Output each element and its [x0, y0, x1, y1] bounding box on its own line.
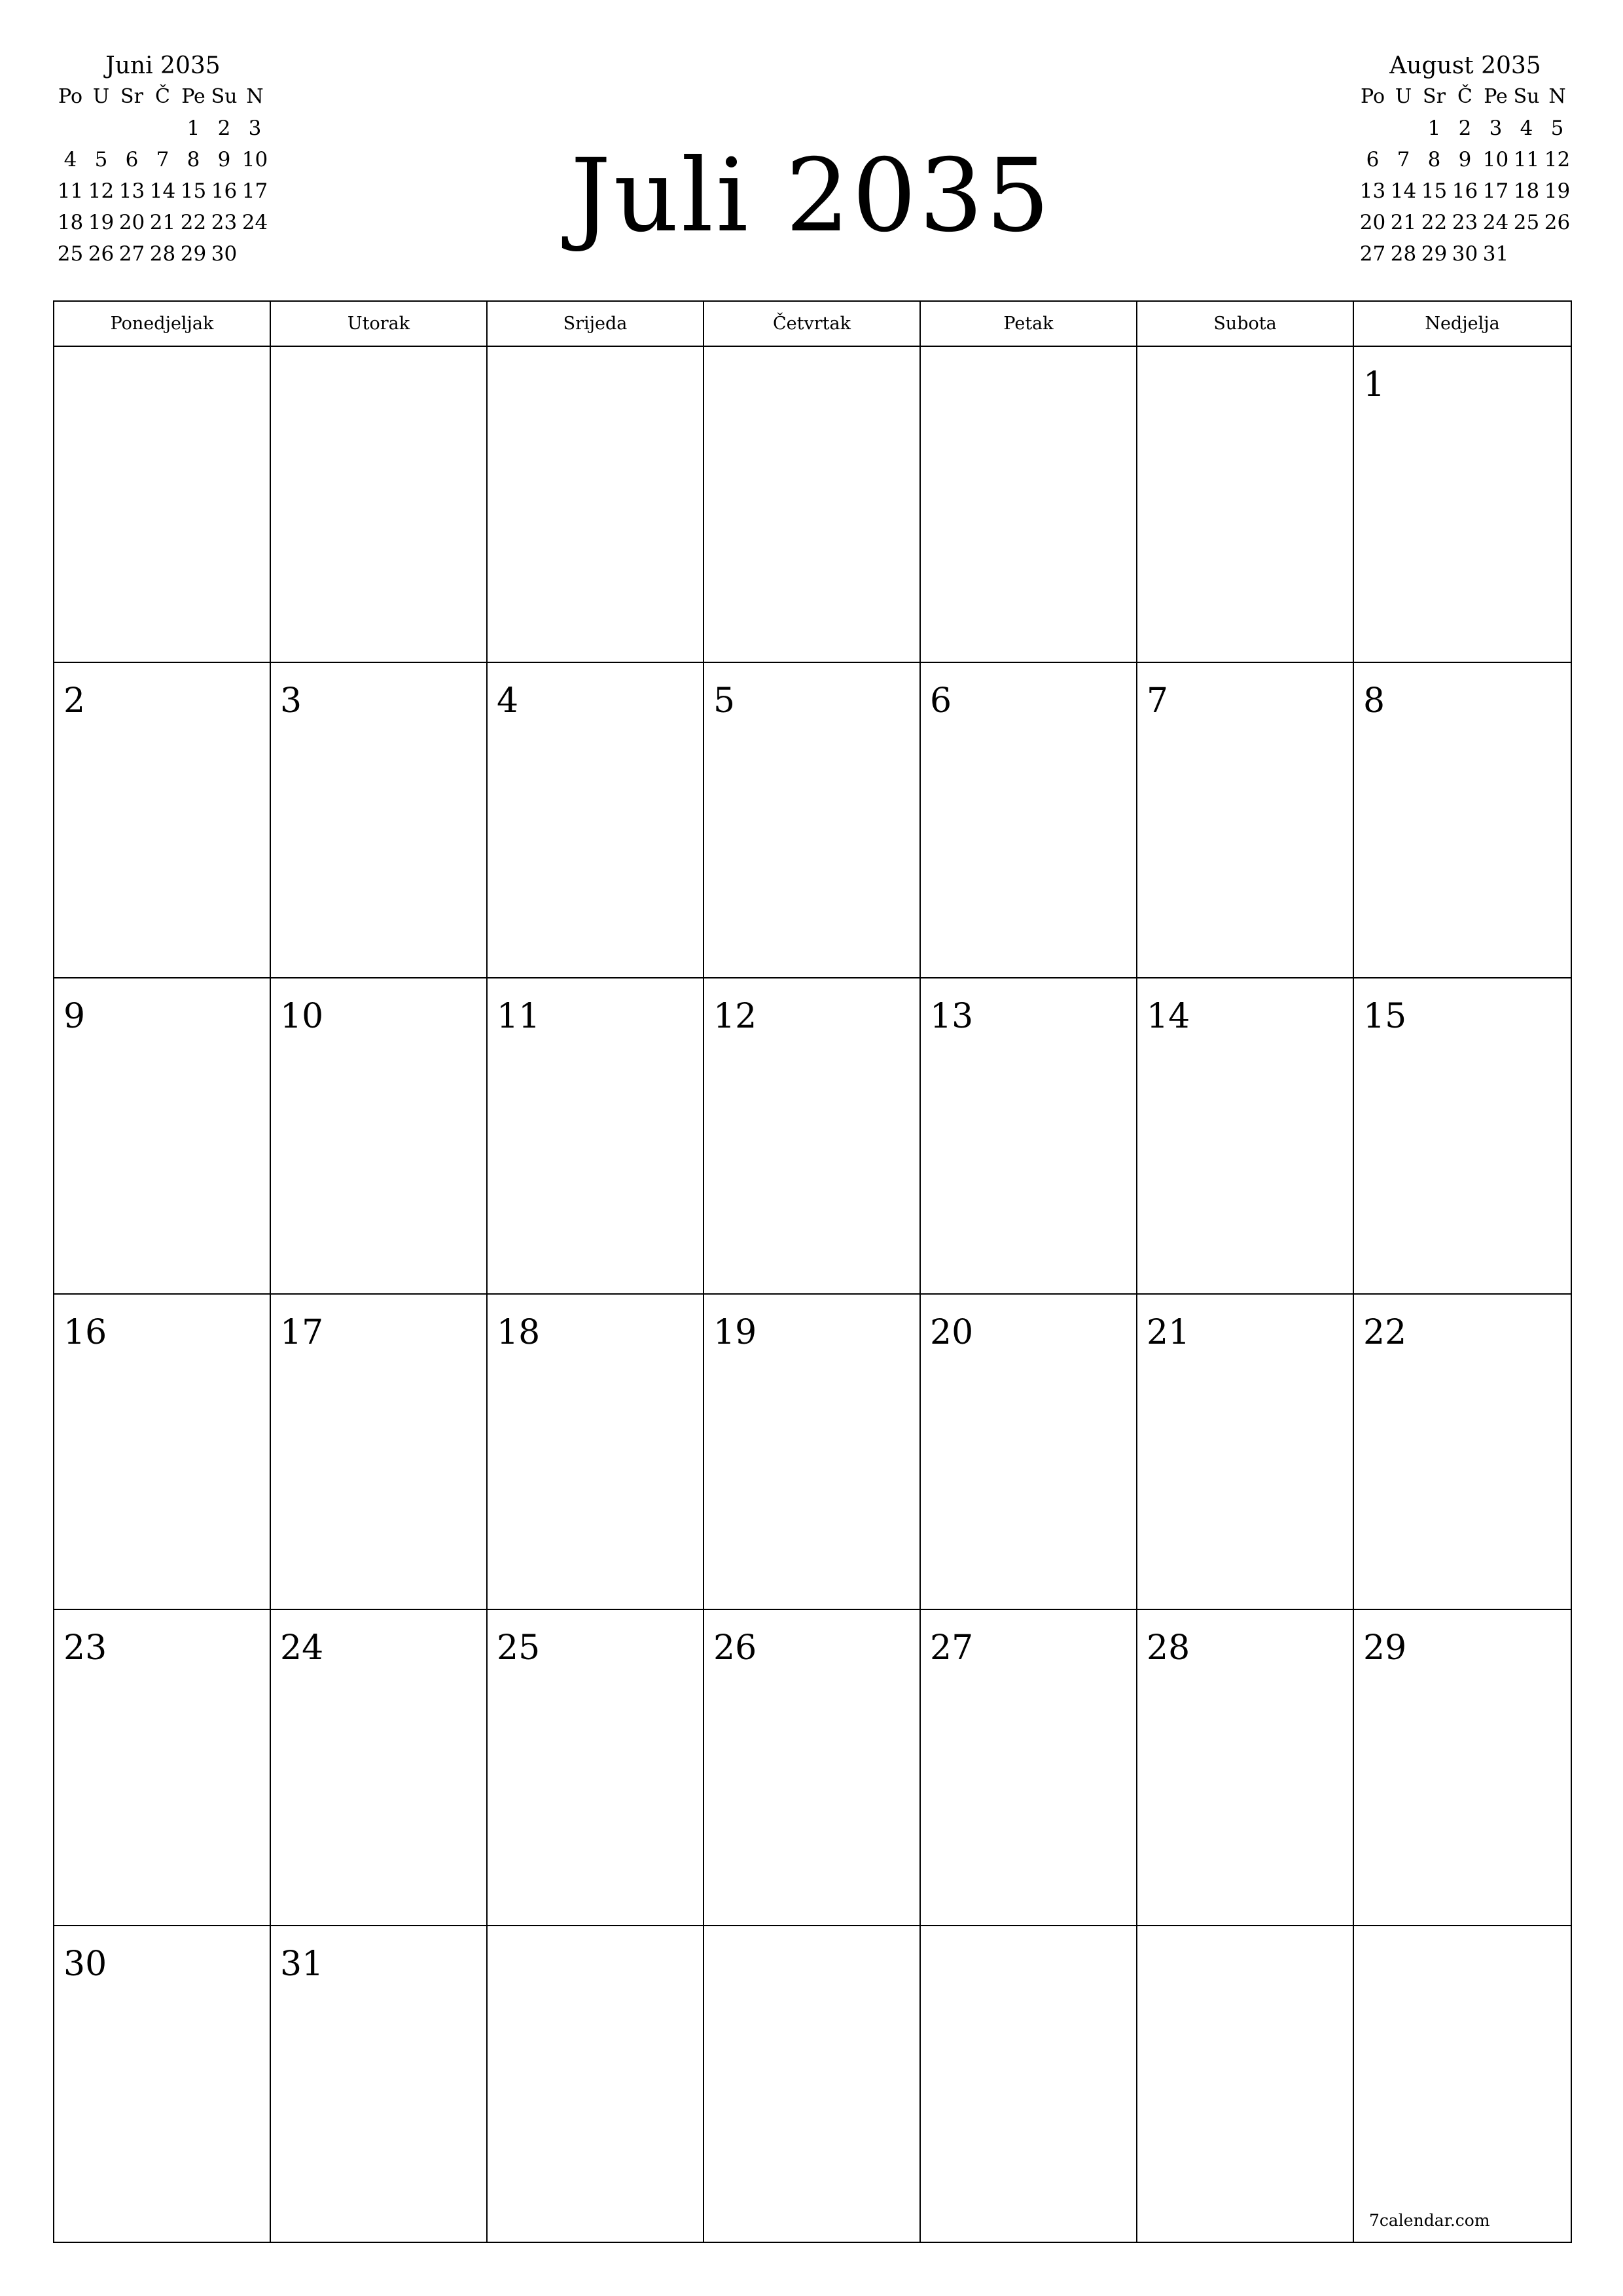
mini-day: 19: [1544, 179, 1571, 203]
day-cell[interactable]: [54, 1926, 271, 2242]
day-cell[interactable]: [488, 1295, 704, 1611]
mini-day: 4: [63, 147, 77, 171]
mini-weekday-header: Sr: [120, 85, 143, 108]
day-cell[interactable]: [921, 663, 1137, 979]
mini-weekday-header: N: [246, 85, 264, 108]
day-cell[interactable]: [271, 1926, 488, 2242]
day-number: 14: [1147, 997, 1190, 1036]
mini-day: [86, 113, 116, 144]
mini-day: 25: [1513, 210, 1540, 234]
mini-day: 12: [88, 179, 115, 203]
weekday-header: Nedjelja: [1354, 302, 1571, 347]
mini-calendar-title: August 2035: [1389, 52, 1541, 79]
day-cell[interactable]: [921, 347, 1137, 663]
mini-day: 15: [180, 179, 207, 203]
mini-weekday-header: Pe: [1484, 85, 1508, 108]
day-number: 21: [1147, 1312, 1190, 1352]
day-number: 8: [1363, 681, 1385, 721]
mini-weekday-header: Č: [1457, 85, 1472, 108]
mini-weekday-header: Po: [1360, 85, 1385, 108]
day-number: 5: [713, 681, 736, 721]
mini-calendar-grid: [55, 81, 271, 270]
mini-day: [147, 113, 178, 144]
day-cell[interactable]: [271, 347, 488, 663]
mini-day: [55, 113, 86, 144]
mini-day: 13: [1359, 179, 1386, 203]
mini-calendar-title: Juni 2035: [105, 52, 221, 79]
mini-day: 1: [187, 116, 200, 140]
day-number: 24: [280, 1628, 324, 1668]
mini-day: 9: [1458, 147, 1472, 171]
mini-weekday-header: Sr: [1423, 85, 1446, 108]
mini-day: 14: [149, 179, 176, 203]
mini-day: 16: [1452, 179, 1478, 203]
mini-day: [116, 113, 147, 144]
day-cell[interactable]: [271, 663, 488, 979]
mini-weekday-header: Č: [155, 85, 170, 108]
day-cell[interactable]: [1137, 1295, 1354, 1611]
day-number: 4: [497, 681, 519, 721]
mini-day: 12: [1544, 147, 1571, 171]
day-cell[interactable]: [704, 1610, 921, 1926]
mini-day: 27: [118, 242, 145, 266]
mini-day: 7: [1397, 147, 1410, 171]
day-cell[interactable]: [1137, 1926, 1354, 2242]
day-cell[interactable]: [1354, 663, 1571, 979]
mini-weekday-header: Pe: [181, 85, 205, 108]
mini-day: 3: [248, 116, 262, 140]
mini-day: 24: [241, 210, 268, 234]
day-number: 23: [63, 1628, 107, 1668]
mini-day: 31: [1482, 242, 1509, 266]
mini-calendar-next-month: [1357, 51, 1573, 270]
day-cell[interactable]: [1137, 663, 1354, 979]
mini-day: 2: [1458, 116, 1472, 140]
day-number: 3: [280, 681, 302, 721]
day-number: 17: [280, 1312, 324, 1352]
mini-day: 11: [57, 179, 84, 203]
mini-day: 29: [1421, 242, 1448, 266]
month-calendar-grid: [53, 300, 1572, 2243]
mini-day: 15: [1421, 179, 1448, 203]
weekday-header: Ponedjeljak: [54, 302, 271, 347]
day-cell[interactable]: [704, 1926, 921, 2242]
day-cell[interactable]: [1354, 1610, 1571, 1926]
day-cell[interactable]: [704, 347, 921, 663]
day-cell[interactable]: [1137, 1610, 1354, 1926]
mini-day: 6: [1366, 147, 1380, 171]
mini-weekday-header: Su: [1513, 85, 1540, 108]
mini-day: 26: [88, 242, 115, 266]
mini-day: 20: [1359, 210, 1386, 234]
day-cell[interactable]: [488, 978, 704, 1295]
mini-day: 23: [211, 210, 238, 234]
mini-calendar-prev-month: [55, 51, 271, 270]
mini-day: 8: [187, 147, 200, 171]
day-cell[interactable]: [54, 1610, 271, 1926]
weekday-header: Utorak: [271, 302, 488, 347]
day-cell[interactable]: [54, 347, 271, 663]
mini-weekday-header: U: [1395, 85, 1412, 108]
weekday-header: Četvrtak: [704, 302, 921, 347]
mini-day: 22: [1421, 210, 1448, 234]
mini-day: 26: [1544, 210, 1571, 234]
mini-day: 17: [241, 179, 268, 203]
mini-day: 19: [88, 210, 115, 234]
mini-weekday-header: N: [1548, 85, 1566, 108]
mini-day: 23: [1452, 210, 1478, 234]
weekday-header: Subota: [1137, 302, 1354, 347]
day-number: 7: [1147, 681, 1169, 721]
day-number: 9: [63, 997, 86, 1036]
day-cell[interactable]: [1137, 978, 1354, 1295]
day-cell[interactable]: [1354, 1295, 1571, 1611]
day-cell[interactable]: [921, 1295, 1137, 1611]
mini-day: 20: [118, 210, 145, 234]
mini-day: 9: [217, 147, 231, 171]
day-number: 30: [63, 1944, 107, 1984]
mini-day: [1388, 113, 1419, 144]
mini-day: 5: [94, 147, 108, 171]
day-cell[interactable]: [488, 1926, 704, 2242]
mini-day: 16: [211, 179, 238, 203]
weekday-header: Srijeda: [488, 302, 704, 347]
day-cell[interactable]: [921, 1926, 1137, 2242]
mini-day: 13: [118, 179, 145, 203]
day-cell[interactable]: [488, 347, 704, 663]
day-number: 25: [497, 1628, 541, 1668]
day-number: 2: [63, 681, 86, 721]
day-number: 13: [930, 997, 974, 1036]
mini-day: 17: [1482, 179, 1509, 203]
day-cell[interactable]: [704, 978, 921, 1295]
day-cell[interactable]: [54, 1295, 271, 1611]
mini-day: 21: [149, 210, 176, 234]
day-number: 1: [1363, 365, 1385, 404]
day-cell[interactable]: [271, 1295, 488, 1611]
day-number: 6: [930, 681, 952, 721]
mini-day: 10: [241, 147, 268, 171]
mini-day: 5: [1550, 116, 1564, 140]
mini-day: 21: [1390, 210, 1417, 234]
day-number: 22: [1363, 1312, 1407, 1352]
mini-day: 27: [1359, 242, 1386, 266]
mini-day: 25: [57, 242, 84, 266]
day-number: 27: [930, 1628, 974, 1668]
mini-day: 22: [180, 210, 207, 234]
day-number: 28: [1147, 1628, 1190, 1668]
day-number: 11: [497, 997, 541, 1036]
day-cell[interactable]: [54, 978, 271, 1295]
day-cell[interactable]: [1354, 1926, 1571, 2242]
day-cell[interactable]: [271, 1610, 488, 1926]
mini-weekday-header: Po: [58, 85, 83, 108]
page-title: Juli 2035: [570, 137, 1053, 255]
weekday-header: Petak: [921, 302, 1137, 347]
mini-day: 8: [1427, 147, 1441, 171]
mini-day: 6: [125, 147, 139, 171]
day-number: 10: [280, 997, 324, 1036]
mini-day: [240, 238, 270, 270]
mini-day: [1357, 113, 1388, 144]
mini-day: 11: [1513, 147, 1540, 171]
day-number: 16: [63, 1312, 107, 1352]
day-cell[interactable]: [704, 1295, 921, 1611]
day-number: 19: [713, 1312, 757, 1352]
day-number: 15: [1363, 997, 1407, 1036]
day-cell[interactable]: [921, 1610, 1137, 1926]
mini-day: 3: [1489, 116, 1503, 140]
mini-weekday-header: Su: [211, 85, 238, 108]
mini-day: 24: [1482, 210, 1509, 234]
mini-day: 30: [1452, 242, 1478, 266]
mini-day: [1511, 238, 1542, 270]
day-cell[interactable]: [54, 663, 271, 979]
day-cell[interactable]: [1354, 347, 1571, 663]
day-number: 20: [930, 1312, 974, 1352]
mini-day: 18: [57, 210, 84, 234]
mini-day: 2: [217, 116, 231, 140]
mini-day: 30: [211, 242, 238, 266]
mini-day: 14: [1390, 179, 1417, 203]
day-cell[interactable]: [271, 978, 488, 1295]
day-cell[interactable]: [1354, 978, 1571, 1295]
mini-day: 7: [156, 147, 169, 171]
mini-weekday-header: U: [92, 85, 110, 108]
day-cell[interactable]: [488, 663, 704, 979]
day-cell[interactable]: [921, 978, 1137, 1295]
mini-day: 10: [1482, 147, 1509, 171]
day-number: 12: [713, 997, 757, 1036]
footer-credit: 7calendar.com: [1369, 2211, 1490, 2230]
day-number: 26: [713, 1628, 757, 1668]
day-cell[interactable]: [704, 663, 921, 979]
mini-calendar-grid: [1357, 81, 1573, 270]
mini-day: 28: [149, 242, 176, 266]
mini-day: 4: [1520, 116, 1533, 140]
mini-day: [1542, 238, 1573, 270]
mini-day: 1: [1427, 116, 1441, 140]
mini-day: 18: [1513, 179, 1540, 203]
mini-day: 28: [1390, 242, 1417, 266]
day-number: 29: [1363, 1628, 1407, 1668]
day-cell[interactable]: [488, 1610, 704, 1926]
day-number: 31: [280, 1944, 324, 1984]
day-number: 18: [497, 1312, 541, 1352]
mini-day: 29: [180, 242, 207, 266]
day-cell[interactable]: [1137, 347, 1354, 663]
